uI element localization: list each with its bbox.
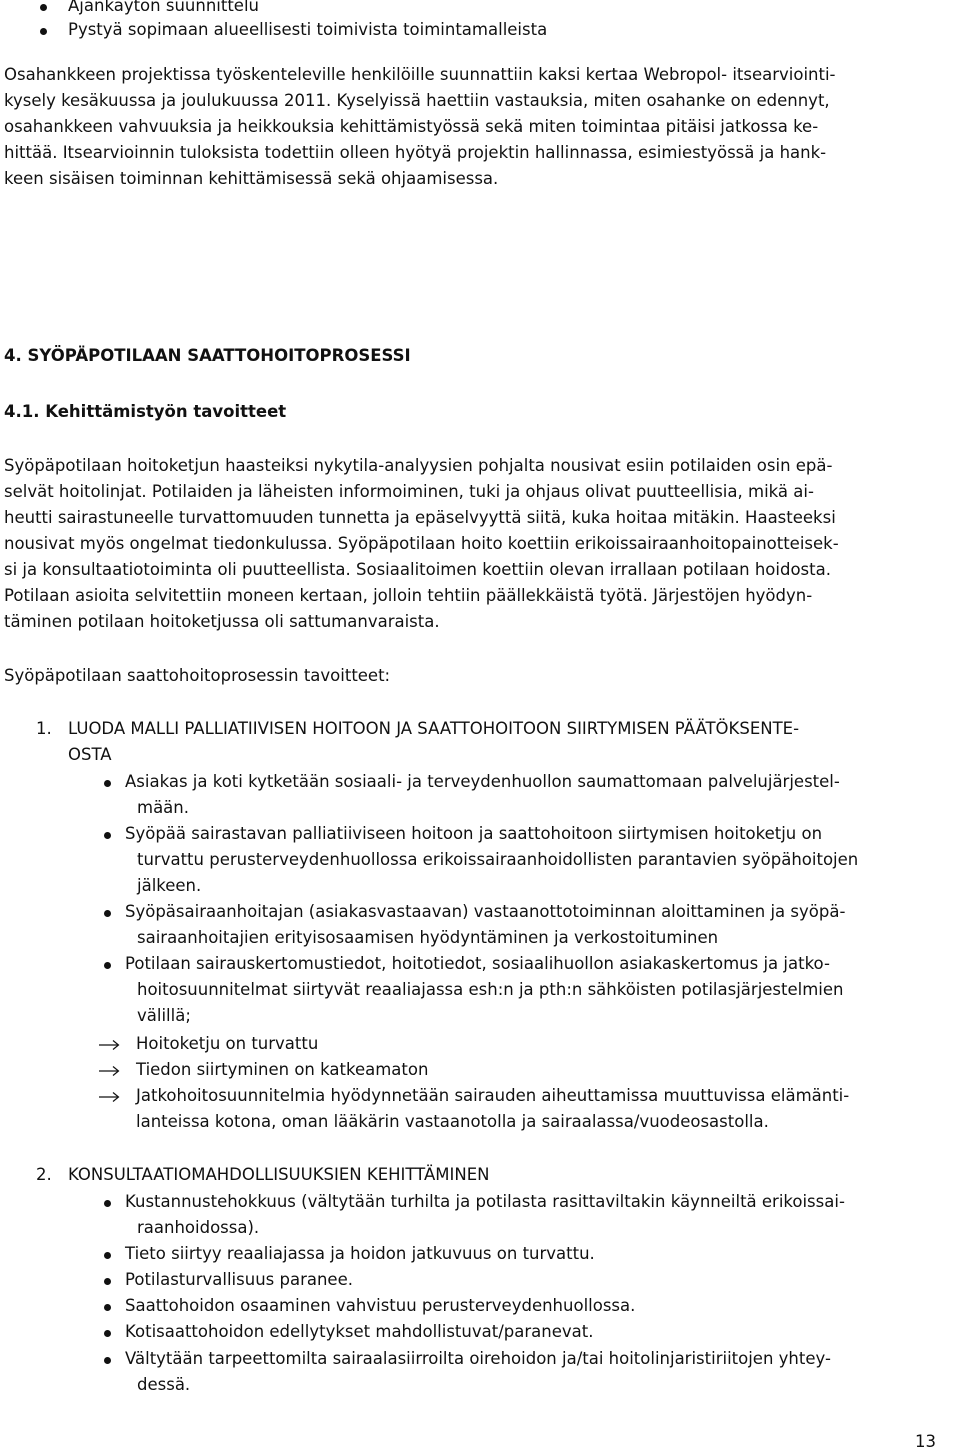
list-item-text: turvattu perusterveydenhuollossa erikoissairaanhoidollisten parantavien syöpähoitojen <box>137 850 859 869</box>
arrow-right-icon <box>98 1039 120 1051</box>
section-heading: 4. SYÖPÄPOTILAAN SAATTOHOITOPROSESSI <box>4 346 411 365</box>
bullet-icon <box>100 1293 114 1319</box>
paragraph-line: nousivat myös ongelmat tiedonkulussa. Syöpäpotilaan hoito koettiin erikoissairaanhoitopainotteisek- <box>4 534 839 553</box>
paragraph-line: si ja konsultaatiotoiminta oli puutteellista. Sosiaalitoimen koettiin olevan irrallaan potilaan hoidosta. <box>4 560 831 579</box>
bullet-icon <box>100 1346 114 1372</box>
list-item-text: Tiedon siirtyminen on katkeamaton <box>136 1060 429 1079</box>
bullet-icon <box>100 1267 114 1293</box>
list-item-text: mään. <box>137 798 189 817</box>
paragraph-line: heutti sairastuneelle turvattomuuden tunnetta ja epäselvyyttä siitä, kuka hoitaa mitäkin. Haasteeksi <box>4 508 836 527</box>
list-item-text: Saattohoidon osaaminen vahvistuu perusterveydenhuollossa. <box>125 1296 636 1315</box>
list-item-text: hoitosuunnitelmat siirtyvät reaaliajassa esh:n ja pth:n sähköisten potilasjärjestelmien <box>137 980 844 999</box>
paragraph-line: täminen potilaan hoitoketjussa oli sattumanvaraista. <box>4 612 440 631</box>
list-item-text: Tieto siirtyy reaaliajassa ja hoidon jatkuvuus on turvattu. <box>125 1244 595 1263</box>
list-item-text: Jatkohoitosuunnitelmia hyödynnetään sairauden aiheuttamissa muuttuvissa elämänti- <box>136 1086 850 1105</box>
paragraph-line: osahankkeen vahvuuksia ja heikkouksia kehittämistyössä sekä miten toimintaa pitäisi jatkossa ke- <box>4 117 819 136</box>
goal-title-line: KONSULTAATIOMAHDOLLISUUKSIEN KEHITTÄMINEN <box>68 1165 490 1184</box>
bullet-icon <box>100 1319 114 1345</box>
bullet-icon <box>100 1241 114 1267</box>
arrow-right-icon <box>98 1091 120 1103</box>
page-number: 13 <box>915 1432 936 1451</box>
list-item-text: Pystyä sopimaan alueellisesti toimivista toimintamalleista <box>68 20 548 39</box>
list-item-text: Potilaan sairauskertomustiedot, hoitotiedot, sosiaalihuollon asiakaskertomus ja jatko- <box>125 954 830 973</box>
list-item-text: Hoitoketju on turvattu <box>136 1034 319 1053</box>
list-item-text: lanteissa kotona, oman lääkärin vastaanotolla ja sairaalassa/vuodeosastolla. <box>136 1112 769 1131</box>
arrow-right-icon <box>98 1065 120 1077</box>
list-item-text: Syöpäsairaanhoitajan (asiakasvastaavan) vastaanottotoiminnan aloittaminen ja syöpä- <box>125 902 846 921</box>
bullet-icon <box>100 899 114 925</box>
list-item-text: Vältytään tarpeettomilta sairaalasiirroilta oirehoidon ja/tai hoitolinjaristiriitojen yhtey- <box>125 1349 831 1368</box>
list-item-text: Potilasturvallisuus paranee. <box>125 1270 353 1289</box>
paragraph-line: selvät hoitolinjat. Potilaiden ja läheisten informoiminen, tuki ja ohjaus olivat puutteellisia, mikä ai- <box>4 482 814 501</box>
paragraph-line: keen sisäisen toiminnan kehittämisessä sekä ohjaamisessa. <box>4 169 499 188</box>
list-item-text: Kustannustehokkuus (vältytään turhilta ja potilasta rasittaviltakin käynneiltä erikoissai- <box>125 1192 845 1211</box>
subsection-heading: 4.1. Kehittämistyön tavoitteet <box>4 402 287 421</box>
list-item-text: Kotisaattohoidon edellytykset mahdollistuvat/paranevat. <box>125 1322 594 1341</box>
paragraph-line: Osahankkeen projektissa työskenteleville henkilöille suunnattiin kaksi kertaa Webropol- itsearviointi- <box>4 65 836 84</box>
goal-title-line: LUODA MALLI PALLIATIIVISEN HOITOON JA SAATTOHOITOON SIIRTYMISEN PÄÄTÖKSENTE- <box>68 719 800 738</box>
list-item-text: välillä; <box>137 1006 191 1025</box>
bullet-icon <box>100 951 114 977</box>
bullet-icon <box>100 821 114 847</box>
paragraph-line: Potilaan asioita selvitettiin moneen kertaan, jolloin tehtiin päällekkäistä työtä. Järjestöjen hyödyn- <box>4 586 813 605</box>
paragraph-line: kysely kesäkuussa ja joulukuussa 2011. Kyselyissä haettiin vastauksia, miten osahanke on edennyt, <box>4 91 830 110</box>
goal-number: 2. <box>36 1165 52 1184</box>
bullet-icon <box>36 17 50 43</box>
list-item-text: Asiakas ja koti kytketään sosiaali- ja terveydenhuollon saumattomaan palvelujärjestel- <box>125 772 840 791</box>
list-item-text: sairaanhoitajien erityisosaamisen hyödyntäminen ja verkostoituminen <box>137 928 719 947</box>
list-item-text: jälkeen. <box>137 876 202 895</box>
list-item-text: Ajankäytön suunnittelu <box>68 0 259 15</box>
goals-intro: Syöpäpotilaan saattohoitoprosessin tavoitteet: <box>4 666 391 685</box>
list-item-text: dessä. <box>137 1375 191 1394</box>
goal-title-line: OSTA <box>68 745 112 764</box>
bullet-icon <box>100 1189 114 1215</box>
paragraph-line: hittää. Itsearvioinnin tuloksista todettiin olleen hyötyä projektin hallinnassa, esimiestyössä ja hank- <box>4 143 827 162</box>
paragraph-line: Syöpäpotilaan hoitoketjun haasteiksi nykytila-analyysien pohjalta nousivat esiin potilaiden osin epä- <box>4 456 833 475</box>
list-item-text: Syöpää sairastavan palliatiiviseen hoitoon ja saattohoitoon siirtymisen hoitoketju on <box>125 824 823 843</box>
list-item-text: raanhoidossa). <box>137 1218 260 1237</box>
goal-number: 1. <box>36 719 52 738</box>
bullet-icon <box>100 769 114 795</box>
